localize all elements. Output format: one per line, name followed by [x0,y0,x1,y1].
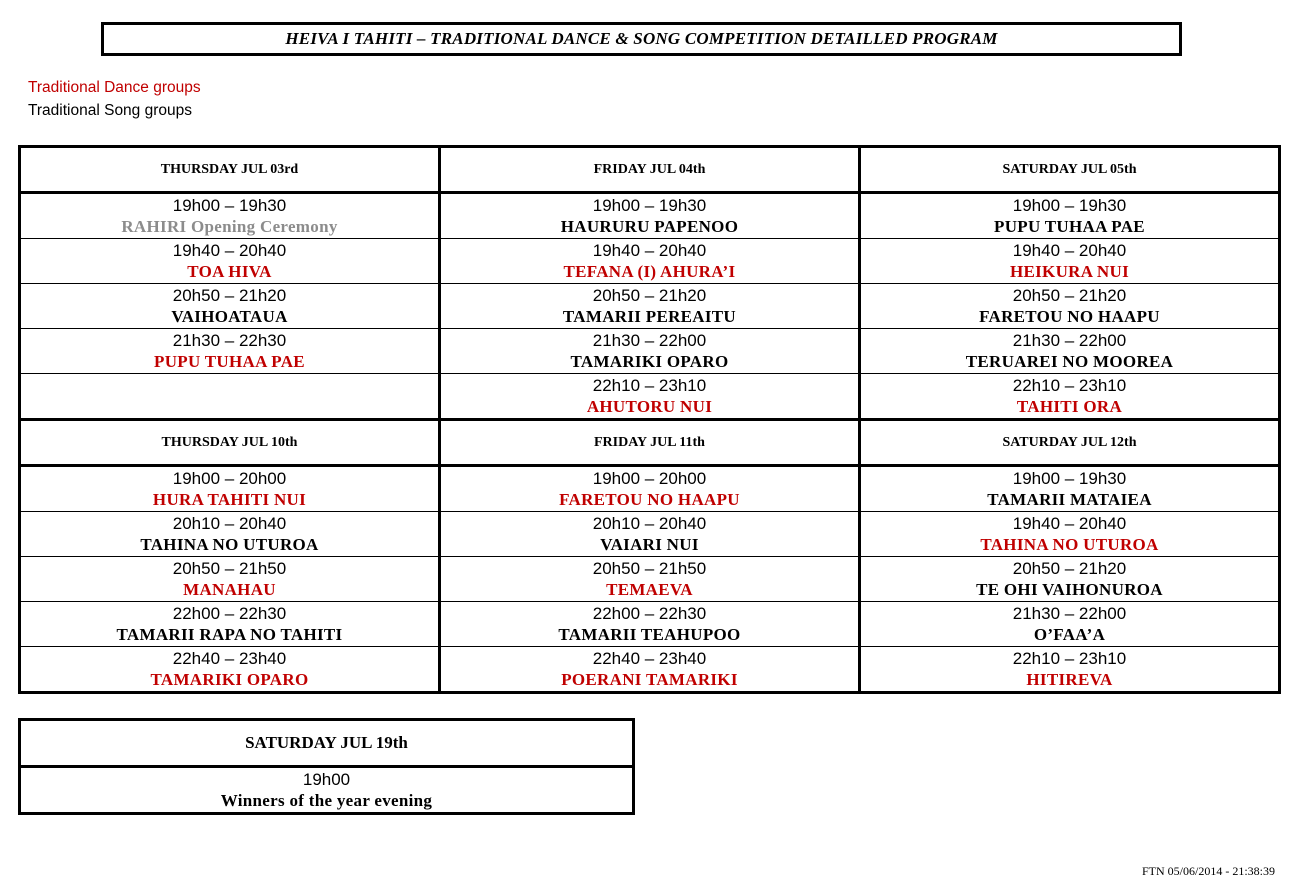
performance-slot [859,466,1279,512]
schedule-row [20,193,1280,239]
performance-slot [859,557,1279,602]
slot-time: 19h40 – 20h40 [1012,514,1127,533]
slot-time: 21h30 – 22h00 [1012,331,1127,350]
performance-slot [439,557,859,602]
performance-slot [859,329,1279,374]
performance-slot [20,329,440,374]
group-name: HITIREVA [1026,670,1113,689]
performance-slot [20,466,440,512]
group-name: HEIKURA NUI [1009,262,1129,281]
performance-slot [439,602,859,647]
group-name: TE OHI VAIHONUROA [976,580,1163,599]
program-title-text: HEIVA I TAHITI – TRADITIONAL DANCE & SONG COMPETITION DETAILLED PROGRAM [285,29,998,48]
final-event-name: Winners of the year evening [220,791,433,810]
slot-time: 20h50 – 21h50 [172,559,287,578]
group-name: MANAHAU [183,580,276,599]
group-name: TOA HIVA [187,262,272,281]
group-name: POERANI TAMARIKI [561,670,738,689]
performance-slot [859,239,1279,284]
performance-slot [20,374,440,420]
final-day-header: SATURDAY JUL 19th [20,720,634,767]
week1-day-header-row [20,147,1280,193]
group-name: TEFANA (I) AHURA’I [563,262,736,281]
slot-time: 22h10 – 23h10 [1012,376,1127,395]
performance-slot [439,193,859,239]
slot-time: 20h50 – 21h20 [592,286,707,305]
slot-time: 21h30 – 22h00 [592,331,707,350]
day-header: THURSDAY JUL 10th [20,420,440,466]
legend-song-groups: Traditional Song groups [28,102,192,119]
performance-slot [439,239,859,284]
slot-time: 19h40 – 20h40 [592,241,707,260]
performance-slot [859,193,1279,239]
slot-time: 20h50 – 21h20 [1012,559,1127,578]
group-name: TEMAEVA [606,580,693,599]
performance-slot [20,602,440,647]
performance-slot [20,239,440,284]
program-title [101,22,1182,56]
group-name: FARETOU NO HAAPU [979,307,1160,326]
slot-time: 22h40 – 23h40 [172,649,287,668]
timestamp-footer: FTN 05/06/2014 - 21:38:39 [1141,864,1275,878]
group-name: HURA TAHITI NUI [152,490,307,509]
group-name: TAMARIKI OPARO [570,352,729,371]
schedule-row [20,557,1280,602]
slot-time: 19h00 – 19h30 [592,196,707,215]
schedule-row [20,374,1280,420]
performance-slot [20,284,440,329]
schedule-table [18,145,1281,694]
slot-time: 20h10 – 20h40 [592,514,707,533]
slot-time: 22h00 – 22h30 [592,604,707,623]
group-name: TAMARIKI OPARO [150,670,309,689]
performance-slot [20,557,440,602]
slot-time: 19h00 – 19h30 [1012,196,1127,215]
schedule-body [20,147,1280,693]
slot-time: 20h50 – 21h50 [592,559,707,578]
performance-slot [439,284,859,329]
group-name: TAHINA NO UTUROA [140,535,319,554]
day-header: THURSDAY JUL 03rd [20,147,440,193]
performance-slot [859,512,1279,557]
performance-slot [439,466,859,512]
legend-dance-groups: Traditional Dance groups [28,79,201,96]
performance-slot [20,647,440,693]
final-event-cell [20,767,634,814]
final-event-box [18,718,635,815]
slot-time: 19h40 – 20h40 [172,241,287,260]
group-name: PUPU TUHAA PAE [154,352,305,371]
group-name: TAHITI ORA [1016,397,1123,416]
group-name: RAHIRI Opening Ceremony [121,217,338,236]
performance-slot [439,329,859,374]
group-name: TAMARII MATAIEA [987,490,1152,509]
group-name: TERUAREI NO MOOREA [965,352,1174,371]
slot-time: 22h10 – 23h10 [1012,649,1127,668]
day-header: SATURDAY JUL 12th [859,420,1279,466]
day-header: SATURDAY JUL 05th [859,147,1279,193]
group-name: TAHINA NO UTUROA [980,535,1159,554]
schedule-row [20,239,1280,284]
performance-slot [20,512,440,557]
group-name: TAMARII RAPA NO TAHITI [116,625,343,644]
performance-slot [859,284,1279,329]
slot-time: 22h40 – 23h40 [592,649,707,668]
slot-time: 20h50 – 21h20 [1012,286,1127,305]
group-name: FARETOU NO HAAPU [559,490,740,509]
slot-time: 20h10 – 20h40 [172,514,287,533]
final-time: 19h00 [302,770,351,789]
slot-time: 19h00 – 19h30 [172,196,287,215]
performance-slot [859,647,1279,693]
schedule-row [20,647,1280,693]
group-name: AHUTORU NUI [586,397,713,416]
performance-slot [439,647,859,693]
performance-slot [20,193,440,239]
schedule-row [20,602,1280,647]
schedule-row [20,284,1280,329]
schedule-row [20,329,1280,374]
schedule-row [20,466,1280,512]
group-name: VAIARI NUI [600,535,699,554]
slot-time: 21h30 – 22h30 [172,331,287,350]
slot-time: 22h00 – 22h30 [172,604,287,623]
group-name: TAMARII PEREAITU [562,307,737,326]
performance-slot [439,374,859,420]
slot-time: 19h00 – 20h00 [172,469,287,488]
group-name: PUPU TUHAA PAE [994,217,1145,236]
slot-time: 21h30 – 22h00 [1012,604,1127,623]
day-header: FRIDAY JUL 04th [439,147,859,193]
day-header: FRIDAY JUL 11th [439,420,859,466]
slot-time: 19h00 – 19h30 [1012,469,1127,488]
group-name: HAURURU PAPENOO [560,217,739,236]
performance-slot [439,512,859,557]
performance-slot [859,602,1279,647]
group-name: O’FAA’A [1033,625,1106,644]
group-name: VAIHOATAUA [171,307,288,326]
week2-day-header-row [20,420,1280,466]
slot-time: 20h50 – 21h20 [172,286,287,305]
slot-time: 22h10 – 23h10 [592,376,707,395]
schedule-row [20,512,1280,557]
slot-time: 19h40 – 20h40 [1012,241,1127,260]
group-name: TAMARII TEAHUPOO [558,625,741,644]
performance-slot [859,374,1279,420]
slot-time: 19h00 – 20h00 [592,469,707,488]
